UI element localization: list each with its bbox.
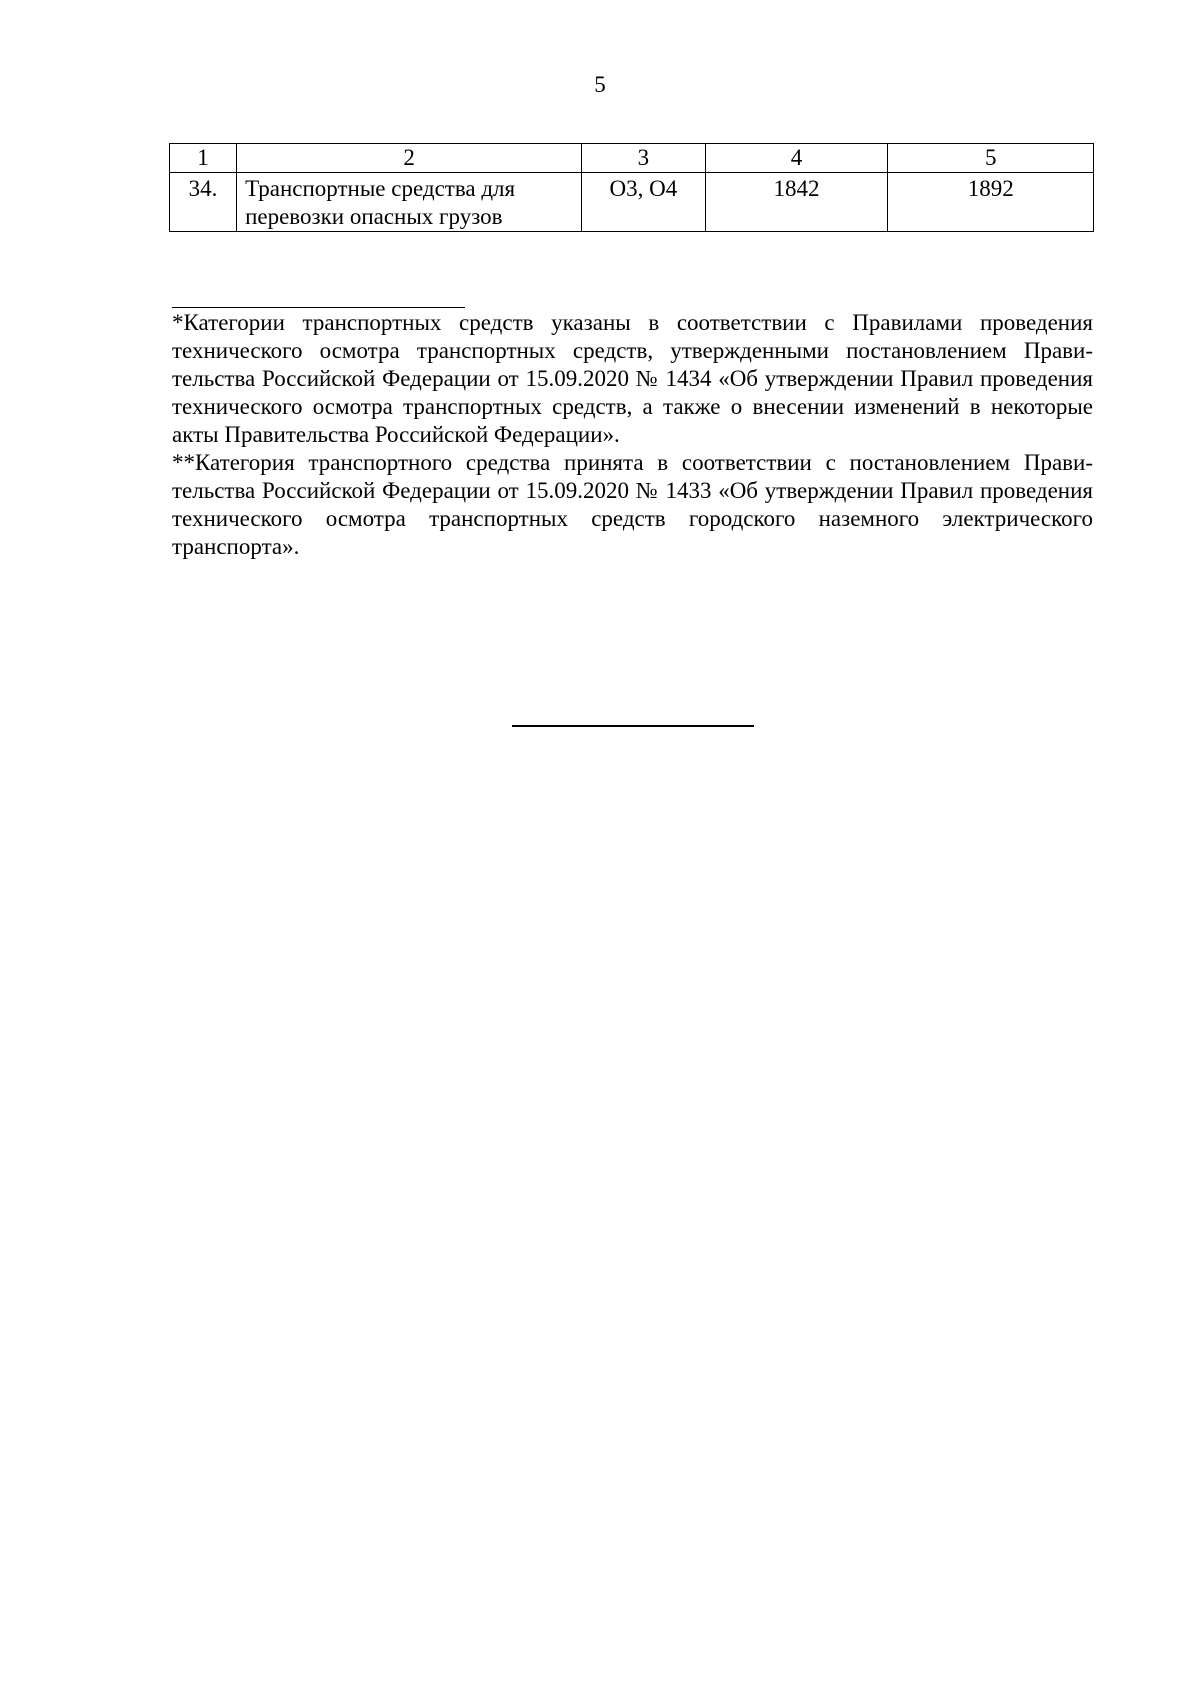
footnotes	[172, 309, 1093, 561]
vehicle-type-line: перевозки опасных грузов	[245, 204, 503, 229]
table-header-cell: 4	[705, 144, 888, 173]
table-header-cell: 2	[237, 144, 582, 173]
value-cell-4: 1842	[705, 173, 888, 232]
vehicle-type-line: Транспортные средства для	[245, 176, 516, 201]
page-number: 5	[594, 72, 606, 97]
table-header-cell: 1	[170, 144, 237, 173]
data-table	[169, 143, 1094, 232]
value-cell-5: 1892	[888, 173, 1094, 232]
end-of-document-line	[512, 725, 754, 727]
category-cell: О3, О4	[582, 173, 705, 232]
table-header-cell: 3	[582, 144, 705, 173]
footnote-2: **Категория транспортного средства принята в соответствии с постановлением Правительства Российской Федерации от 15.09.2020 № 1433 «Об утверждении Правил проведения технического осмотра транспортных средств городского наземного электрического транспорта».	[172, 450, 1093, 559]
table-header-row	[170, 144, 1094, 173]
table-header-cell: 5	[888, 144, 1094, 173]
row-number-cell: 34.	[170, 173, 237, 232]
footnote-1: *Категории транспортных средств указаны в соответствии с Правилами проведения технического осмотра транспортных средств, утвержденными постановлением Правительства Российской Федерации от 15.09.2020 № 1434 «Об утверждении Правил проведения технического осмотра транспортных средств, а также о внесении изменений в некоторые акты Правительства Российской Федерации».	[172, 310, 1093, 447]
table-row	[170, 173, 1094, 232]
footnote-separator	[172, 307, 465, 308]
vehicle-type-cell	[237, 173, 582, 232]
